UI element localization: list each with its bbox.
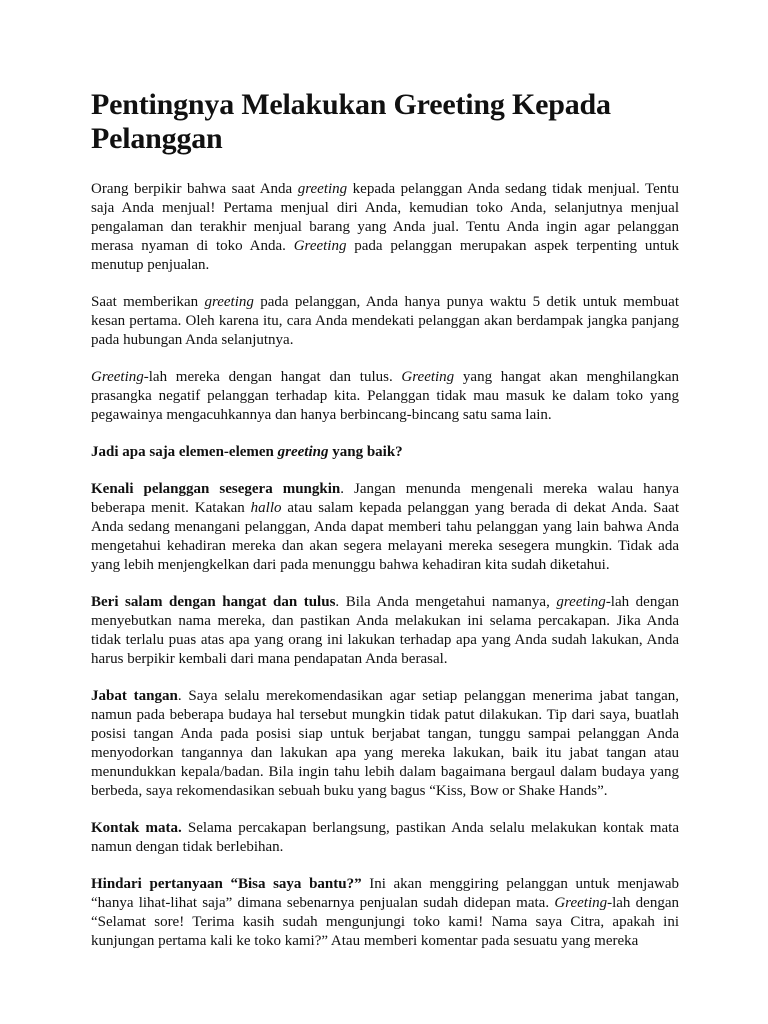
text: kepada pelanggan Anda sedang tidak menjual. Tentu saja Anda menjual! Pertama menjual diri Anda, kemudian toko Anda, selanjutnya menjual pengalaman dan terakhir menjual barang yang Anda jual. Tentu Anda ingin agar pelanggan merasa nyaman di toko Anda. <box>91 181 679 254</box>
paragraph-handshake <box>91 687 679 801</box>
italic-term: greeting <box>556 594 606 610</box>
document-body <box>91 88 679 969</box>
text: pada pelanggan merupakan aspek terpenting untuk menutup penjualan. <box>91 238 679 273</box>
bold-lead: Kenali pelanggan sesegera mungkin <box>91 481 341 497</box>
text: . Bila Anda mengetahui namanya, <box>335 594 557 610</box>
text: Ini akan menggiring pelanggan untuk menjawab “hanya lihat-lihat saja” dimana sebenarnya penjualan sudah didepan mata. <box>91 876 679 911</box>
text: atau salam kepada pelanggan yang berada di dekat Anda. Saat Anda sedang menangani pelanggan, Anda dapat memberi tahu pelanggan yang lain bahwa Anda mengetahui kehadiran mereka dan akan segera melayani mereka sesegera mungkin. Tidak ada yang lebih menjengkelkan dari pada menunggu bahwa kehadiran kita sudah diketahui. <box>91 500 679 573</box>
bold-lead: Jabat tangan <box>91 688 178 704</box>
text: yang baik? <box>328 444 403 460</box>
italic-term: Greeting <box>554 895 608 911</box>
bold-lead: Hindari pertanyaan “Bisa saya bantu?” <box>91 876 362 892</box>
paragraph-eye-contact <box>91 819 679 857</box>
italic-term: greeting <box>277 444 329 460</box>
paragraph-avoid-question <box>91 875 679 951</box>
text: pada pelanggan, Anda hanya punya waktu 5 detik untuk membuat kesan pertama. Oleh karena itu, cara Anda mendekati pelanggan akan berdampak jangka panjang pada hubungan Anda selanjutnya. <box>91 294 680 348</box>
paragraph-recognize-customer <box>91 480 679 575</box>
paragraph-intro <box>91 180 679 275</box>
paragraph-warm-greeting <box>91 368 679 425</box>
paragraph-warm-salute <box>91 593 679 669</box>
bold-lead: Beri salam dengan hangat dan tulus <box>91 594 336 610</box>
italic-term: greeting <box>204 294 254 310</box>
text: . Jangan menunda mengenali mereka walau hanya beberapa menit. Katakan <box>91 481 679 516</box>
text: Jadi apa saja elemen-elemen <box>91 444 278 460</box>
page-title: Pentingnya Melakukan Greeting Kepada Pelanggan <box>91 88 611 155</box>
text: -lah dengan “Selamat sore! Terima kasih sudah mengunjungi toko kami! Nama saya Citra, apakah ini kunjungan pertama kali ke toko kami?” Atau memberi komentar pada sesuatu yang mereka <box>91 895 679 949</box>
text: -lah mereka dengan hangat dan tulus. <box>143 369 402 385</box>
italic-term: hallo <box>250 500 282 516</box>
text: Selama percakapan berlangsung, pastikan Anda selalu melakukan kontak mata namun dengan tidak berlebihan. <box>91 820 680 855</box>
text: Orang berpikir bahwa saat Anda <box>91 181 298 197</box>
text: . Saya selalu merekomendasikan agar setiap pelanggan menerima jabat tangan, namun pada beberapa budaya hal tersebut mungkin tidak patut dilakukan. Tip dari saya, buatlah posisi tangan Anda pada posisi siap untuk berjabat tangan, tunggu sampai pelanggan Anda menyodorkan tangannya dan lakukan apa yang mereka lakukan, baik itu jabat tangan atau menundukkan kepala/badan. Bila ingin tahu lebih dalam bagaimana bergaul dalam budaya yang berbeda, saya rekomendasikan sebuah buku yang bagus “Kiss, Bow or Shake Hands”. <box>91 688 679 799</box>
italic-term: Greeting <box>91 369 144 385</box>
text: Saat memberikan <box>91 294 205 310</box>
italic-term: Greeting <box>293 238 347 254</box>
text: yang hangat akan menghilangkan prasangka negatif pelanggan terhadap kita. Pelanggan tidak mau masuk ke dalam toko yang pegawainya mengacuhkannya dan hanya berbincang-bincang satu sama lain. <box>91 369 679 423</box>
section-heading-elements <box>91 443 679 462</box>
italic-term: Greeting <box>401 369 455 385</box>
paragraph-first-impression <box>91 293 679 350</box>
text: -lah dengan menyebutkan nama mereka, dan pastikan Anda melakukan ini selama percakapan. Jika Anda tidak terlalu puas atas apa yang orang ini lakukan terhadap apa yang Anda sudah lakukan, Anda harus berpikir kembali dari mana pendapatan Anda berasal. <box>91 594 679 667</box>
bold-lead: Kontak mata. <box>91 820 182 836</box>
italic-term: greeting <box>297 181 348 197</box>
